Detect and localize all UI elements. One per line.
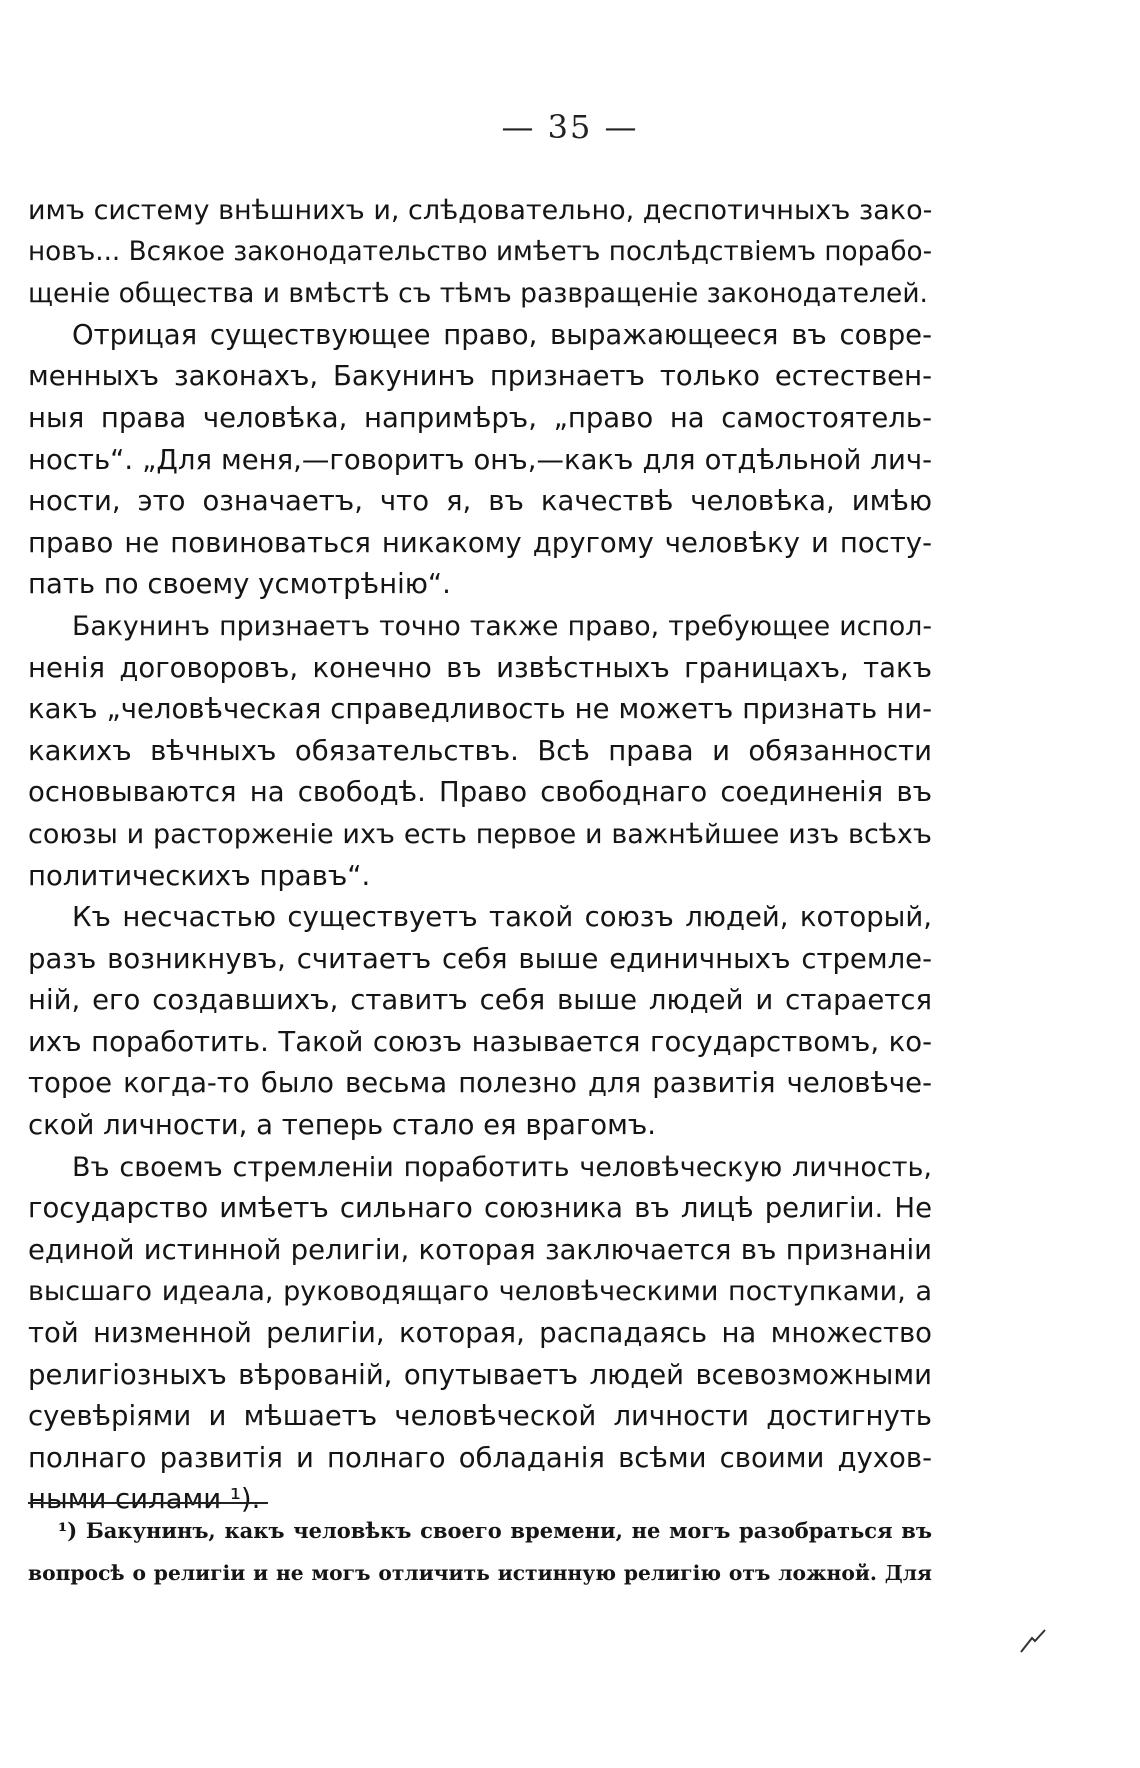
text-line: разъ возникнувъ, считаетъ себя выше единичныхъ стремле- [28,942,932,975]
text-line: суевѣріями и мѣшаетъ человѣческой личности достигнуть [28,1400,932,1433]
text-line: ненія договоровъ, конечно въ извѣстныхъ границахъ, такъ [28,651,932,684]
page-number: — 35 — [501,108,639,146]
footnote-line: вопросѣ о религіи и не могъ отличить истинную религію отъ ложной. Для [28,1561,932,1585]
footnotes [28,1510,932,1594]
text-line: ными силами ¹). [28,1483,261,1516]
text-line: щеніе общества и вмѣстѣ съ тѣмъ развращеніе законодателей. [28,278,928,310]
text-line: ности, это означаетъ, что я, въ качествѣ человѣка, имѣю [28,485,932,518]
text-line: полнаго развитія и полнаго обладанія всѣми своими духов- [28,1441,932,1474]
text-line: государство имѣетъ сильнаго союзника въ лицѣ религіи. Не [28,1192,932,1225]
footnote-line: ¹) Бакунинъ, какъ человѣкъ своего времени, не могъ разобраться въ [58,1518,932,1543]
text-line: той низменной религіи, которая, распадаясь на множество [28,1317,932,1350]
text-line: союзы и расторженіе ихъ есть первое и важнѣйшее изъ всѣхъ [28,818,932,850]
text-line: пать по своему усмотрѣнію“. [28,568,451,601]
text-line: ность“. „Для меня,—говоритъ онъ,—какъ для отдѣльной лич- [28,443,932,476]
text-line: ихъ поработить. Такой союзъ называется государствомъ, ко- [28,1025,932,1058]
text-line: право не повиноваться никакому другому человѣку и посту- [28,526,932,559]
text-line: ній, его создавшихъ, ставитъ себя выше людей и старается [28,984,932,1017]
paragraph-start-line: Бакунинъ признаетъ точно также право, требующее испол- [72,610,932,642]
paragraph-start-line: Къ несчастью существуетъ такой союзъ людей, который, [72,901,932,934]
text-line: высшаго идеала, руководящаго человѣческими поступками, а [28,1276,932,1308]
text-line: ской личности, а теперь стало ея врагомъ. [28,1109,657,1142]
paragraph-start-line: Отрицая существующее право, выражающееся въ совре- [72,318,932,351]
text-line: основываются на свободѣ. Право свободнаго соединенія въ [28,776,932,809]
text-line: единой истинной религіи, которая заключается въ признаніи [28,1233,932,1266]
text-line: торое когда-то было весьма полезно для развитія человѣче- [28,1067,932,1100]
text-line: политическихъ правъ“. [28,859,371,892]
text-line: ныя права человѣка, напримѣръ, „право на самостоятель- [28,401,932,434]
footnote-divider [28,1502,268,1504]
pen-mark-icon [1018,1628,1048,1654]
text-line: какихъ вѣчныхъ обязательствъ. Всѣ права и обязанности [28,734,932,767]
body-text [28,190,932,1521]
text-line: религіозныхъ вѣрованій, опутываетъ людей всевозможными [28,1358,932,1391]
text-line: менныхъ законахъ, Бакунинъ признаетъ только естествен- [28,360,932,393]
text-line: новъ... Всякое законодательство имѣетъ послѣдствіемъ порабо- [28,236,933,267]
text-line: какъ „человѣческая справедливость не можетъ признать ни- [28,693,932,726]
text-line: имъ систему внѣшнихъ и, слѣдовательно, деспотичныхъ зако- [28,195,933,226]
paragraph-start-line: Въ своемъ стремленіи поработить человѣческую личность, [72,1151,932,1183]
